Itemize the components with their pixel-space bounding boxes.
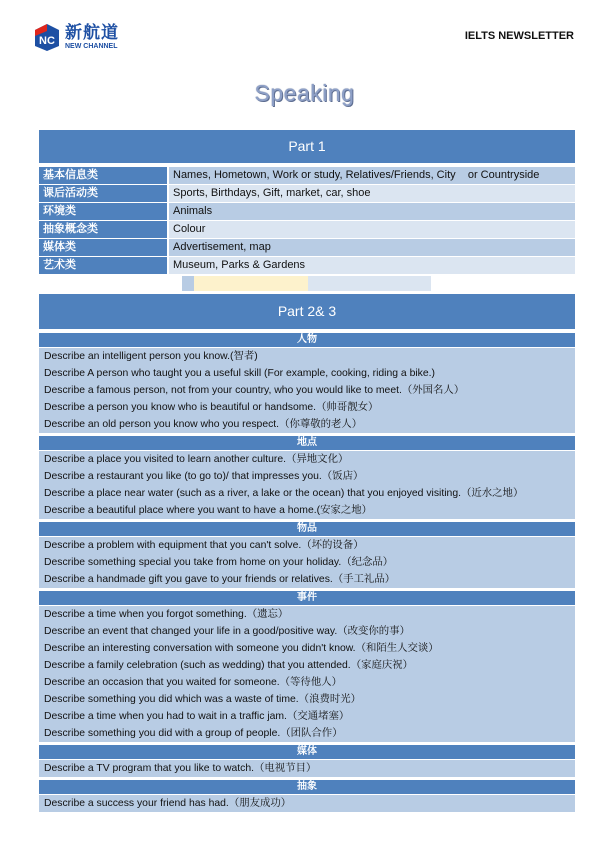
part1-topics: Sports, Birthdays, Gift, market, car, shoe [169,185,575,202]
part1-category: 媒体类 [39,239,167,256]
topic-item: Describe a problem with equipment that you can't solve.（坏的设备） [39,537,575,554]
part1-row [39,238,575,256]
newsletter-title: IELTS NEWSLETTER [464,30,574,42]
section-category-band: 抽象 [39,780,575,794]
part1-heading: Part 1 [39,130,575,163]
part1-category: 课后活动类 [39,185,167,202]
part1-row [39,256,575,274]
topic-item: Describe a beautiful place where you want to have a home.(安家之地） [39,502,575,519]
topic-item: Describe something you did with a group of people.（团队合作） [39,725,575,742]
logo-mark-icon [32,22,62,52]
part1-row [39,184,575,202]
topic-item: Describe an intelligent person you know.(智者) [39,348,575,365]
topic-item: Describe something special you take from home on your holiday.（纪念品） [39,554,575,571]
logo-english: NEW CHANNEL [65,43,118,50]
topic-item: Describe a time when you forgot something.（遗忘） [39,606,575,623]
part1-row [39,202,575,220]
topic-item: Describe an event that changed your life in a good/positive way.（改变你的事） [39,623,575,640]
section-category-band: 物品 [39,522,575,536]
part23-heading: Part 2& 3 [39,294,575,329]
part1-topics: Colour [169,221,575,238]
topic-item: Describe A person who taught you a useful skill (For example, cooking, riding a bike.) [39,365,575,382]
section-category-band: 地点 [39,436,575,450]
decor-strip [182,276,194,291]
topic-item: Describe a place near water (such as a river, a lake or the ocean) that you enjoyed visiting.（近水之地） [39,485,575,502]
topic-item: Describe an interesting conversation with someone you didn't know.（和陌生人交谈） [39,640,575,657]
topic-item: Describe an old person you know who you respect.（你尊敬的老人） [39,416,575,433]
part1-row [39,166,575,184]
section-category-band: 人物 [39,333,575,347]
topic-item: Describe a restaurant you like (to go to)/ that impresses you.（饭店） [39,468,575,485]
part1-category: 基本信息类 [39,167,167,184]
page-title: Speaking [254,80,355,106]
logo-mark-text: NC [39,35,55,47]
part1-category: 环境类 [39,203,167,220]
topic-item: Describe a place you visited to learn another culture.（异地文化） [39,451,575,468]
section-category-band: 事件 [39,591,575,605]
topic-item: Describe a TV program that you like to watch.（电视节目） [39,760,575,777]
section-category-band: 媒体 [39,745,575,759]
topic-item: Describe something you did which was a waste of time.（浪费时光） [39,691,575,708]
part1-topics: Names, Hometown, Work or study, Relatives/Friends, City or Countryside [169,167,575,184]
logo [32,22,119,52]
topic-item: Describe a family celebration (such as wedding) that you attended.（家庭庆祝） [39,657,575,674]
logo-chinese: 新航道 [65,23,119,42]
topic-item: Describe a person you know who is beautiful or handsome.（帅哥靓女） [39,399,575,416]
decor-strip [194,276,308,291]
topic-item: Describe a success your friend has had.（朋友成功） [39,795,575,812]
topic-item: Describe a handmade gift you gave to your friends or relatives.（手工礼品） [39,571,575,588]
part1-topics: Museum, Parks & Gardens [169,257,575,274]
topic-item: Describe a famous person, not from your country, who you would like to meet.（外国名人） [39,382,575,399]
part1-row [39,220,575,238]
decor-strip [308,276,431,291]
part1-topics: Advertisement, map [169,239,575,256]
topic-item: Describe an occasion that you waited for someone.（等待他人） [39,674,575,691]
part1-category: 抽象概念类 [39,221,167,238]
part1-topics: Animals [169,203,575,220]
topic-item: Describe a time when you had to wait in a traffic jam.（交通堵塞） [39,708,575,725]
part1-category: 艺术类 [39,257,167,274]
